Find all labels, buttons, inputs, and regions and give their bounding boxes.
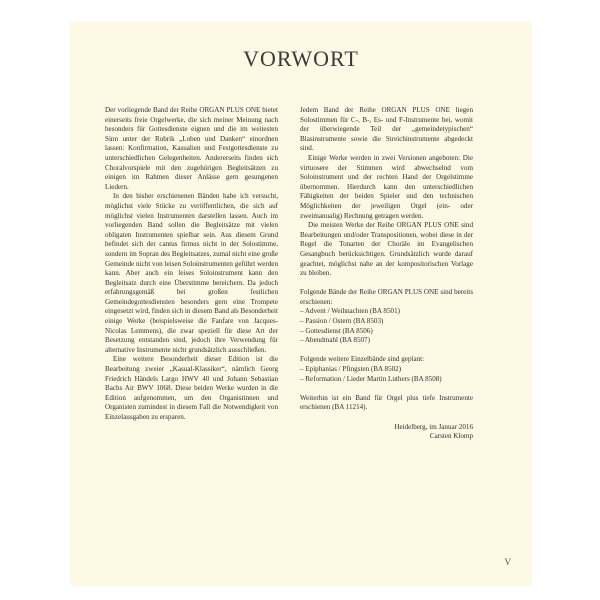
list-item: – Gottesdienst (BA 8506) — [300, 326, 373, 335]
list-item: – Reformation / Lieder Martin Luthers (BA 8508) — [300, 374, 442, 383]
paragraph: Der vorliegende Band der Reihe ORGAN PLUS ONE bietet einerseits freie Orgelwerke, die sich meiner Meinung nach besonders für Gottesdienste eignen und die im weitesten Sinn unter der Rubrik „Loben und Danken“ einordnen lassen: Konfirmation, Kasualien und Festgottesdienste zu unterschiedlichen Gelegenheiten. Andererseits finden sich Choralvorspiele mit den zugehörigen Begleitsätzen zu einigen im Rahmen dieser Anlässe gern gesungenen Liedern. — [105, 106, 278, 191]
list-item: – Passion / Ostern (BA 8503) — [300, 317, 384, 326]
author-name: Carsten Klomp — [429, 432, 473, 441]
left-column — [105, 106, 278, 423]
paragraph: Eine weitere Besonderheit dieser Edition ist die Bearbeitung zweier „Kasual-Klassiker“, nämlich Georg Friedrich Händels Largo HWV 40 und Johann Sebastian Bachs Air BWV 1068. Diese beiden Werke wurden in die Edition aufgenommen, um den Organistinnen und Organisten zumindest in diesem Fall die Notwendigkeit von Einzelausgaben zu ersparen. — [105, 355, 278, 421]
paragraph: Jedem Band der Reihe ORGAN PLUS ONE liegen Solostimmen für C-, B-, Es- und F-Instrumente bei, womit der überwiegende Teil der „gemeindetypischen“ Blasinstrumente sowie die Streichinstrumente abgedeckt sind. — [300, 106, 473, 153]
paragraph: In den bisher erschienenen Bänden habe ich versucht, möglichst viele Stücke zu veröffentlichen, die sich auf möglichst vielen Instrumenten darstellen lassen. Auch im vorliegenden Band sollen die Begleitsätze mit vielen obligaten Instrumenten spielbar sein. Aus diesem Grund befindet sich der cantus firmus nicht in der Solostimme, sondern im Sopran des Begleitsatzes, zumal nicht eine große Gemeinde nicht von leisen Soloinstrumenten geführt werden kann. Aber auch ein leises Soloinstrument kann den Begleitsatz durch eine Überstimme bereichern. Da jedoch erfahrungsgemäß bei großen festlichen Gemeindegottesdiensten besonders gern eine Trompete eingesetzt wird, finden sich in diesem Band als Besonderheit einige Werke (beispielsweise die Fanfare von Jacques-Nicolas Lemmens), die zwar speziell für diese Art der Besetzung entstanden sind, jedoch ihre Verwendung für alternative Instrumente nicht grundsätzlich ausschließen. — [105, 192, 278, 354]
paragraph: Einige Werke werden in zwei Versionen angeboten: Die virtuosere der Stimmen wird abwechselnd vom Soloinstrument und der rechten Hand der Orgelstimme übernommen. Hierdurch kann den unterschiedlichen Fähigkeiten der beiden Spieler und den technischen Möglichkeiten der jeweiligen Orgel (ein- oder zweimanualig) Rechnung getragen werden. — [300, 153, 473, 220]
planned-intro: Folgende weitere Einzelbände sind geplant: — [300, 355, 425, 364]
list-item: – Epiphanias / Pfingsten (BA 8502) — [300, 365, 402, 374]
document-page — [71, 22, 531, 585]
list-item: – Abendmahl (BA 8507) — [300, 336, 370, 345]
published-intro: Folgende Bände der Reihe ORGAN PLUS ONE sind bereits erschienen: — [300, 288, 473, 306]
right-column — [300, 106, 473, 442]
also-published: Weiterhin ist ein Band für Orgel plus tiefe Instrumente erschienen (BA 11214). — [300, 393, 473, 412]
list-item: – Advent / Weihnachten (BA 8501) — [300, 307, 400, 316]
place-date: Heidelberg, im Januar 2016 — [394, 422, 473, 431]
paragraph: Die meisten Werke der Reihe ORGAN PLUS ONE sind Bearbeitungen und/oder Transpositionen, wobei diese in der Regel die Tonarten der Choräle im Evangelischen Gesangbuch berücksichtigen. Grundsätzlich wurde darauf geachtet, möglichst nahe an der kompositorischen Vorlage zu bleiben. — [300, 221, 473, 278]
page-title: VORWORT — [243, 46, 359, 71]
page-number: V — [504, 557, 511, 567]
planned-list — [300, 365, 473, 384]
published-list — [300, 307, 473, 345]
